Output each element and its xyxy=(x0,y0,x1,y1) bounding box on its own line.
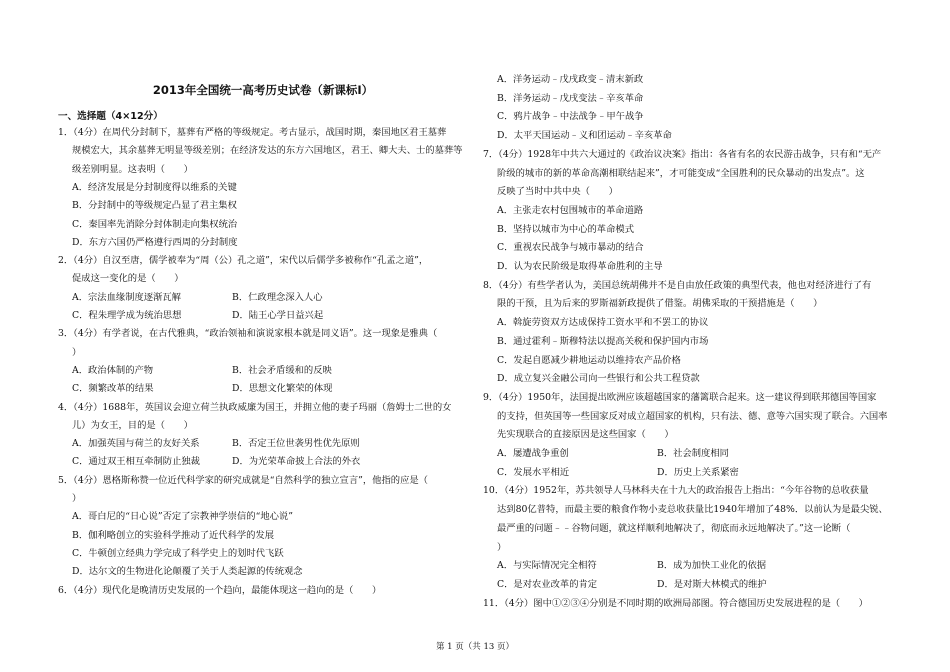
question-text-continued: 规模宏大，其余墓葬无明显等级差别；在经济发达的东方六国地区，君王、卿大夫、士的墓葬等 xyxy=(72,145,463,157)
answer-option: C．频繁改革的结果 xyxy=(72,383,154,395)
question-text: 3．（4分）有学者说，在古代雅典，“政治领袖和演说家根本就是同义语”。这一现象是雅典（ xyxy=(58,328,438,340)
answer-option: D．历史上关系紧密 xyxy=(657,466,739,478)
answer-option: C．牛顿创立经典力学完成了科学史上的划时代飞跃 xyxy=(72,547,284,559)
question-text: 1．（4分）在周代分封制下，墓葬有严格的等级规定。考古显示，战国时期，秦国地区君王墓葬 xyxy=(58,127,447,138)
answer-option: D．成立复兴金融公司向一些银行和公共工程贷款 xyxy=(497,373,700,385)
question-text-continued: 反映了当时中共中央（ ） xyxy=(497,186,618,198)
answer-option: D．达尔文的生物进化论颠覆了关于人类起源的传统观念 xyxy=(72,566,303,578)
answer-option: A．与实际情况完全相符 xyxy=(497,560,597,572)
answer-option: A．斡旋劳资双方达成保持工资水平和不罢工的协议 xyxy=(497,317,709,329)
question-text-continued: 先实现联合的直接原因是这些国家（ ） xyxy=(497,429,674,441)
answer-option: D．陆王心学日益兴起 xyxy=(232,310,324,321)
answer-option: D．太平天国运动﹣义和团运动﹣辛亥革命 xyxy=(497,130,672,142)
page-footer: 第 1 页（共 13 页） xyxy=(435,642,515,652)
exam-title: 2013年全国统一高考历史试卷（新课标Ⅰ） xyxy=(152,83,374,97)
answer-option: C．通过双王相互牵制防止独裁 xyxy=(72,456,200,468)
answer-option: A．主张走农村包围城市的革命道路 xyxy=(497,204,644,216)
question-text-continued: 阶级的城市的新的革命高潮相联结起来”，才可能变成“全国胜利的民众暴动的出发点”。这 xyxy=(497,167,865,179)
answer-option: D．思想文化繁荣的体现 xyxy=(232,383,333,395)
question-text-continued: 达到80亿普特，而最主要的粮食作物小麦总收获量比1940年增加了48%．以前认为是最尖锐、 xyxy=(497,504,888,516)
question-text-continued: 最严重的问题﹣﹣谷物问题，就这样顺利地解决了，彻底而永远地解决了。”这一论断（ xyxy=(497,522,851,534)
question-text: 6．（4分）现代化是晚清历史发展的一个趋向，最能体现这一趋向的是（ ） xyxy=(58,584,382,596)
answer-option: B．坚持以城市为中心的革命模式 xyxy=(497,223,634,235)
question-text: 10．（4分）1952年，苏共领导人马林科夫在十九大的政治报告上指出：“今年谷物的总收获量 xyxy=(483,485,869,497)
answer-option: A．哥白尼的“日心说”否定了宗教神学崇信的“地心说” xyxy=(72,511,293,523)
answer-option: B．仁政理念深入人心 xyxy=(232,291,323,303)
answer-option: B．社会矛盾缓和的反映 xyxy=(232,364,332,376)
answer-option: D．认为农民阶级是取得革命胜利的主导 xyxy=(497,261,663,272)
answer-option: C．程朱理学成为统治思想 xyxy=(72,310,182,321)
answer-option: A．政治体制的产物 xyxy=(72,364,154,376)
answer-option: A．宗法血缘制度逐渐瓦解 xyxy=(72,291,181,303)
question-text: 11．（4分）图中①②③④分别是不同时期的欧洲局部图。符合德国历史发展进程的是（ ） xyxy=(483,597,868,609)
question-text: 2．（4分）自汉至唐，儒学被奉为“周（公）孔之道”，宋代以后儒学多被称作“孔孟之道”， xyxy=(58,255,429,267)
answer-option: B．洋务运动﹣戊戌变法﹣辛亥革命 xyxy=(497,92,644,104)
answer-option: A．屡遭战争重创 xyxy=(497,448,569,459)
question-text: 5．（4分）恩格斯称赞一位近代科学家的研究成就是“自然科学的独立宣言”，他指的应是（ xyxy=(58,474,428,486)
question-text-continued: 限的干预，且为后来的罗斯福新政提供了借鉴。胡佛采取的干预措施是（ ） xyxy=(497,298,823,310)
answer-option: C．重视农民战争与城市暴动的结合 xyxy=(497,242,644,254)
question-text: 7．（4分）1928年中共六大通过的《政治议决案》指出：各省有名的农民游击战争，只有和“无产 xyxy=(483,148,882,160)
answer-option: B．伽利略创立的实验科学推动了近代科学的发展 xyxy=(72,529,275,541)
answer-option: A．加强英国与荷兰的友好关系 xyxy=(72,438,200,450)
question-text-continued: 级差别明显。这表明（ ） xyxy=(72,163,193,175)
section-heading: 一、选择题（4×12分） xyxy=(58,111,163,122)
answer-option: D．是对斯大林模式的维护 xyxy=(657,578,767,590)
question-text-continued: 儿）为女王，目的是（ ） xyxy=(72,419,193,431)
question-text: 4．（4分）1688年，英国议会迎立荷兰执政威廉为国王，并拥立他的妻子玛丽（詹姆士二世的女 xyxy=(58,401,452,413)
question-text-continued: 的支持，但英国等一些国家反对成立超国家的机构，只有法、德、意等六国实现了联合。六国率 xyxy=(497,410,888,422)
question-text-continued: ） xyxy=(497,541,507,553)
answer-option: C．秦国率先消除分封体制走向集权统治 xyxy=(72,218,238,230)
answer-option: C．发展水平相近 xyxy=(497,466,570,478)
question-text-continued: ） xyxy=(72,346,82,358)
answer-option: B．成为加快工业化的依据 xyxy=(657,560,767,572)
answer-option: B．分封制中的等级规定凸显了君主集权 xyxy=(72,200,237,212)
answer-option: A．洋务运动﹣戊戌政变﹣清末新政 xyxy=(497,74,644,85)
answer-option: A．经济发展是分封制度得以维系的关键 xyxy=(72,181,237,193)
answer-option: C．发起自愿减少耕地运动以维持农产品价格 xyxy=(497,354,681,366)
answer-option: D．为光荣革命披上合法的外衣 xyxy=(232,456,361,468)
question-text: 8．（4分）有些学者认为，美国总统胡佛并不是自由放任政策的典型代表，他也对经济进行了有 xyxy=(483,279,872,291)
answer-option: B．否定王位世袭男性优先原则 xyxy=(232,438,360,450)
answer-option: B．通过霍利﹣斯穆特法以提高关税和保护国内市场 xyxy=(497,335,709,347)
question-text-continued: ） xyxy=(72,493,82,504)
question-text: 9．（4分）1950年，法国提出欧洲应该超越国家的藩篱联合起来。这一建议得到联邦德国等国家 xyxy=(483,391,877,403)
answer-option: C．鸦片战争﹣中法战争﹣甲午战争 xyxy=(497,111,644,123)
question-text-continued: 促成这一变化的是（ ） xyxy=(72,273,184,285)
answer-option: D．东方六国仍严格遵行西周的分封制度 xyxy=(72,236,238,248)
answer-option: C．是对农业改革的肯定 xyxy=(497,578,598,590)
answer-option: B．社会制度相同 xyxy=(657,448,729,459)
